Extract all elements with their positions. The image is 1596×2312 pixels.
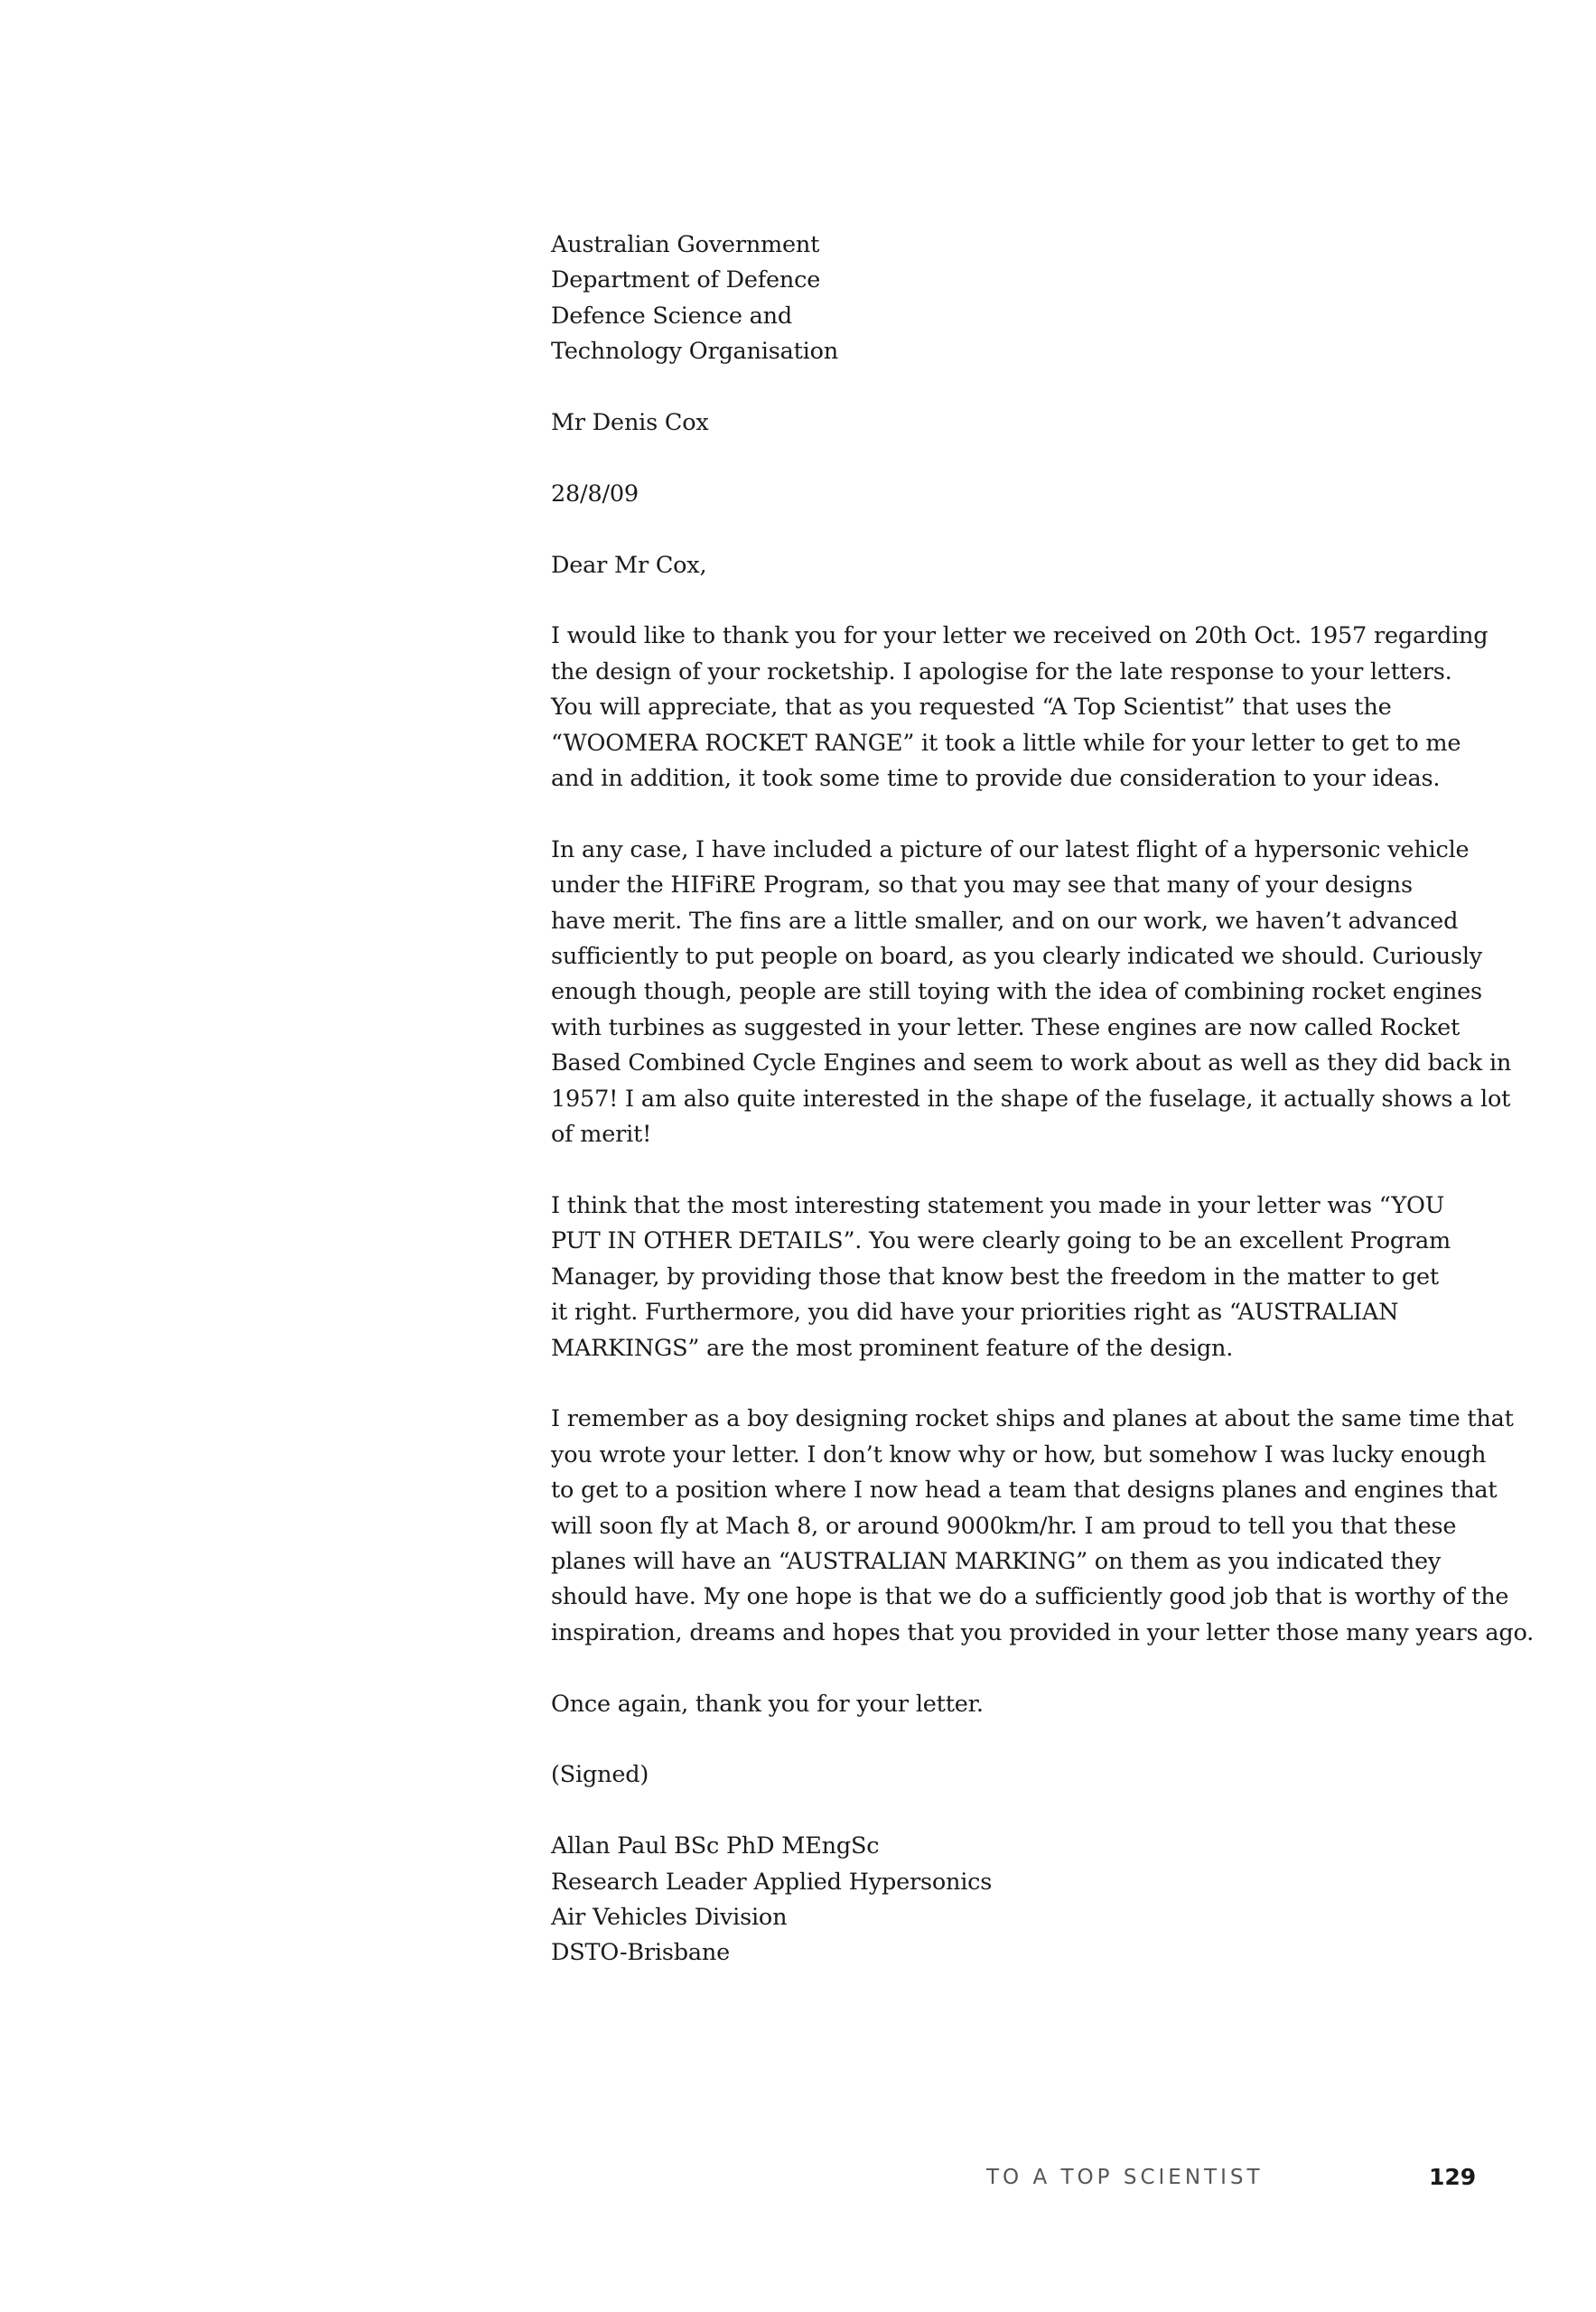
letter-date: 28/8/09 (551, 480, 639, 508)
paragraph-line: “WOOMERA ROCKET RANGE” it took a little while for your letter to get to me (551, 729, 1461, 757)
paragraph-1 (551, 619, 1489, 797)
paragraph-line: You will appreciate, that as you requested “A Top Scientist” that uses the (551, 694, 1392, 722)
recipient-name: Mr Denis Cox (551, 409, 709, 437)
paragraph-line: will soon fly at Mach 8, or around 9000km/hr. I am proud to tell you that these (551, 1512, 1457, 1540)
signed-block (551, 1757, 1481, 1793)
salutation-block (551, 548, 1481, 583)
address-line: Technology Organisation (551, 338, 839, 366)
closing-block (551, 1687, 1481, 1722)
paragraph-line: I think that the most interesting statement you made in your letter was “YOU (551, 1191, 1444, 1219)
paragraph-line: you wrote your letter. I don’t know why or how, but somehow I was lucky enough (551, 1440, 1487, 1468)
paragraph-line: sufficiently to put people on board, as you clearly indicated we should. Curiously (551, 943, 1483, 971)
signature-block (551, 1829, 1481, 1972)
sender-address (551, 228, 1481, 370)
paragraph-line: inspiration, dreams and hopes that you provided in your letter those many years ago. (551, 1618, 1535, 1646)
paragraph-line: I would like to thank you for your letter we received on 20th Oct. 1957 regarding (551, 622, 1489, 650)
paragraph-line: should have. My one hope is that we do a sufficiently good job that is worthy of the (551, 1583, 1509, 1611)
address-line: Department of Defence (551, 266, 821, 294)
paragraph-line: enough though, people are still toying with the idea of combining rocket engines (551, 978, 1482, 1006)
signature-line: Research Leader Applied Hypersonics (551, 1868, 993, 1896)
date-block (551, 477, 1481, 512)
paragraph-line: PUT IN OTHER DETAILS”. You were clearly going to be an excellent Program (551, 1227, 1451, 1255)
closing-line: Once again, thank you for your letter. (551, 1690, 984, 1718)
running-title: TO A TOP SCIENTIST (986, 2166, 1264, 2189)
paragraph-line: and in addition, it took some time to provide due consideration to your ideas. (551, 765, 1441, 793)
paragraph-line: In any case, I have included a picture of our latest flight of a hypersonic vehicle (551, 835, 1470, 863)
paragraph-line: under the HIFiRE Program, so that you may see that many of your designs (551, 872, 1413, 900)
page-number: 129 (1429, 2164, 1477, 2190)
paragraph-line: I remember as a boy designing rocket ships and planes at about the same time that (551, 1405, 1514, 1433)
signature-line: DSTO-Brisbane (551, 1939, 730, 1967)
letter-body (551, 228, 1535, 2007)
paragraph-line: with turbines as suggested in your letter. These engines are now called Rocket (551, 1013, 1461, 1041)
recipient-block (551, 406, 1481, 441)
signature-line: Air Vehicles Division (551, 1903, 788, 1931)
paragraph-line: Based Combined Cycle Engines and seem to work about as well as they did back in (551, 1049, 1512, 1077)
signature-line: Allan Paul BSc PhD MEngSc (551, 1832, 880, 1860)
paragraph-line: planes will have an “AUSTRALIAN MARKING” on them as you indicated they (551, 1547, 1442, 1575)
paragraph-4 (551, 1402, 1535, 1651)
signed-note: (Signed) (551, 1761, 649, 1789)
paragraph-line: it right. Furthermore, you did have your priorities right as “AUSTRALIAN (551, 1299, 1399, 1327)
paragraph-line: MARKINGS” are the most prominent feature of the design. (551, 1334, 1234, 1362)
paragraph-line: to get to a position where I now head a team that designs planes and engines that (551, 1477, 1498, 1505)
paragraph-line: of merit! (551, 1121, 652, 1149)
salutation: Dear Mr Cox, (551, 551, 707, 579)
paragraph-line: 1957! I am also quite interested in the shape of the fuselage, it actually shows a lot (551, 1085, 1511, 1113)
paragraph-2 (551, 833, 1512, 1153)
paragraph-3 (551, 1189, 1481, 1366)
paragraph-line: the design of your rocketship. I apologise for the late response to your letters. (551, 657, 1452, 685)
address-line: Australian Government (551, 231, 820, 258)
paragraph-line: Manager, by providing those that know best the freedom in the matter to get (551, 1263, 1439, 1291)
address-line: Defence Science and (551, 302, 793, 330)
paragraph-line: have merit. The fins are a little smaller, and on our work, we haven’t advanced (551, 907, 1459, 935)
